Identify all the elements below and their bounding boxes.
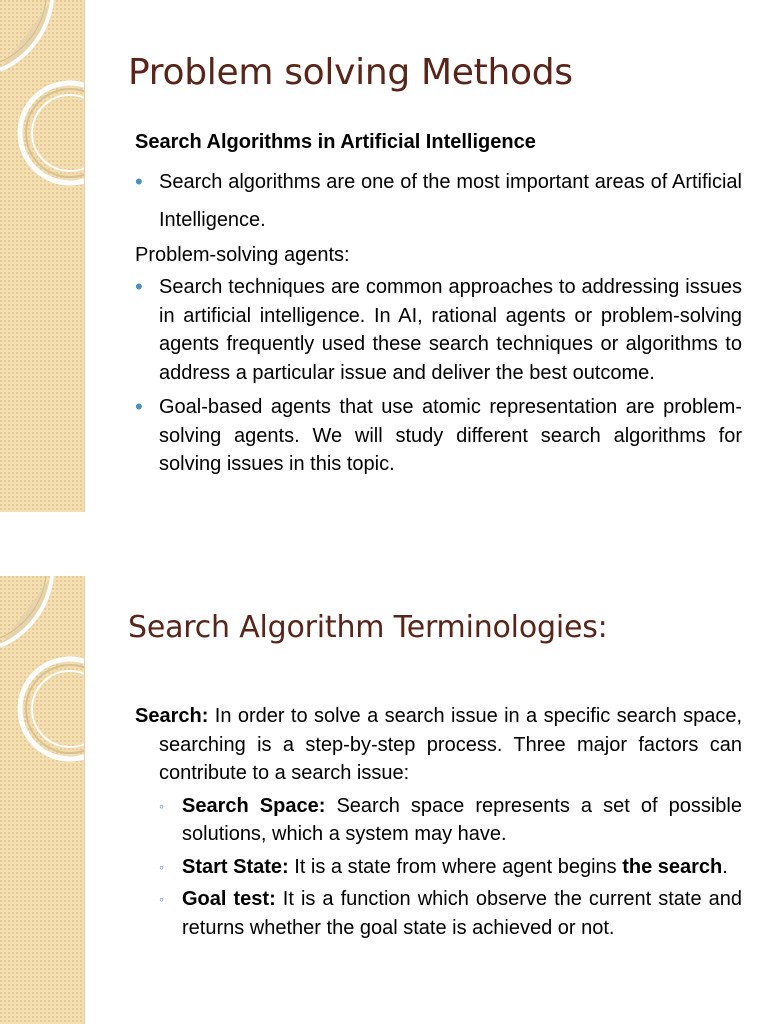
bullet-icon: • <box>135 274 143 299</box>
page-title: Problem solving Methods <box>128 52 573 93</box>
section-label: Problem-solving agents: <box>135 243 350 266</box>
section-title: Search Algorithm Terminologies: <box>128 610 608 645</box>
decorative-rings-icon <box>0 0 84 512</box>
list-item-text: Goal-based agents that use atomic representation are problem-solving agents. We will study different search algorithms for solving issues in this topic. <box>159 396 742 475</box>
list-item <box>135 885 742 942</box>
bullet-icon: • <box>135 168 143 194</box>
definition-text: It is a function which observe the current state and returns whether the goal state is achieved or not. <box>182 888 742 939</box>
definition-text: Search space represents a set of possible solutions, which a system may have. <box>182 794 742 845</box>
slide-content <box>135 702 742 942</box>
definition-text: In order to solve a search issue in a specific search space, searching is a step-by-step process. Three major factors can contribute to a search issue: <box>159 705 742 784</box>
list-item <box>135 393 742 479</box>
circle-bullet-icon: ◦ <box>159 858 164 875</box>
list-item-text: Search algorithms are one of the most important areas of Artificial Intelligence. <box>159 170 742 231</box>
decorative-side-band <box>0 576 85 1024</box>
decorative-side-band <box>0 0 85 512</box>
term-label: Start State: <box>182 855 289 878</box>
emphasis-text: the search <box>622 855 723 878</box>
list-item <box>135 853 742 882</box>
slide-search-terminologies <box>0 576 768 1024</box>
list-item <box>135 273 742 387</box>
bullet-icon: • <box>135 394 143 419</box>
circle-bullet-icon: ◦ <box>159 891 164 907</box>
slide-content <box>135 128 742 479</box>
definition-tail: . <box>722 855 728 878</box>
term-label: Search Space: <box>182 794 326 817</box>
list-item <box>135 792 742 849</box>
definition-text: It is a state from where agent begins <box>288 855 623 878</box>
term-label: Search: <box>135 705 209 727</box>
list-item-text: Search techniques are common approaches to addressing issues in artificial intelligence. In AI, rational agents or problem-solving agents frequently used these search techniques or algorithms to address a particular issue and deliver the best outcome. <box>159 276 742 384</box>
section-subheading: Search Algorithms in Artificial Intelligence <box>135 131 536 153</box>
term-label: Goal test: <box>182 888 276 910</box>
circle-bullet-icon: ◦ <box>159 797 164 814</box>
definition-search <box>135 702 742 788</box>
decorative-rings-icon <box>0 576 84 1024</box>
list-item <box>135 163 742 239</box>
